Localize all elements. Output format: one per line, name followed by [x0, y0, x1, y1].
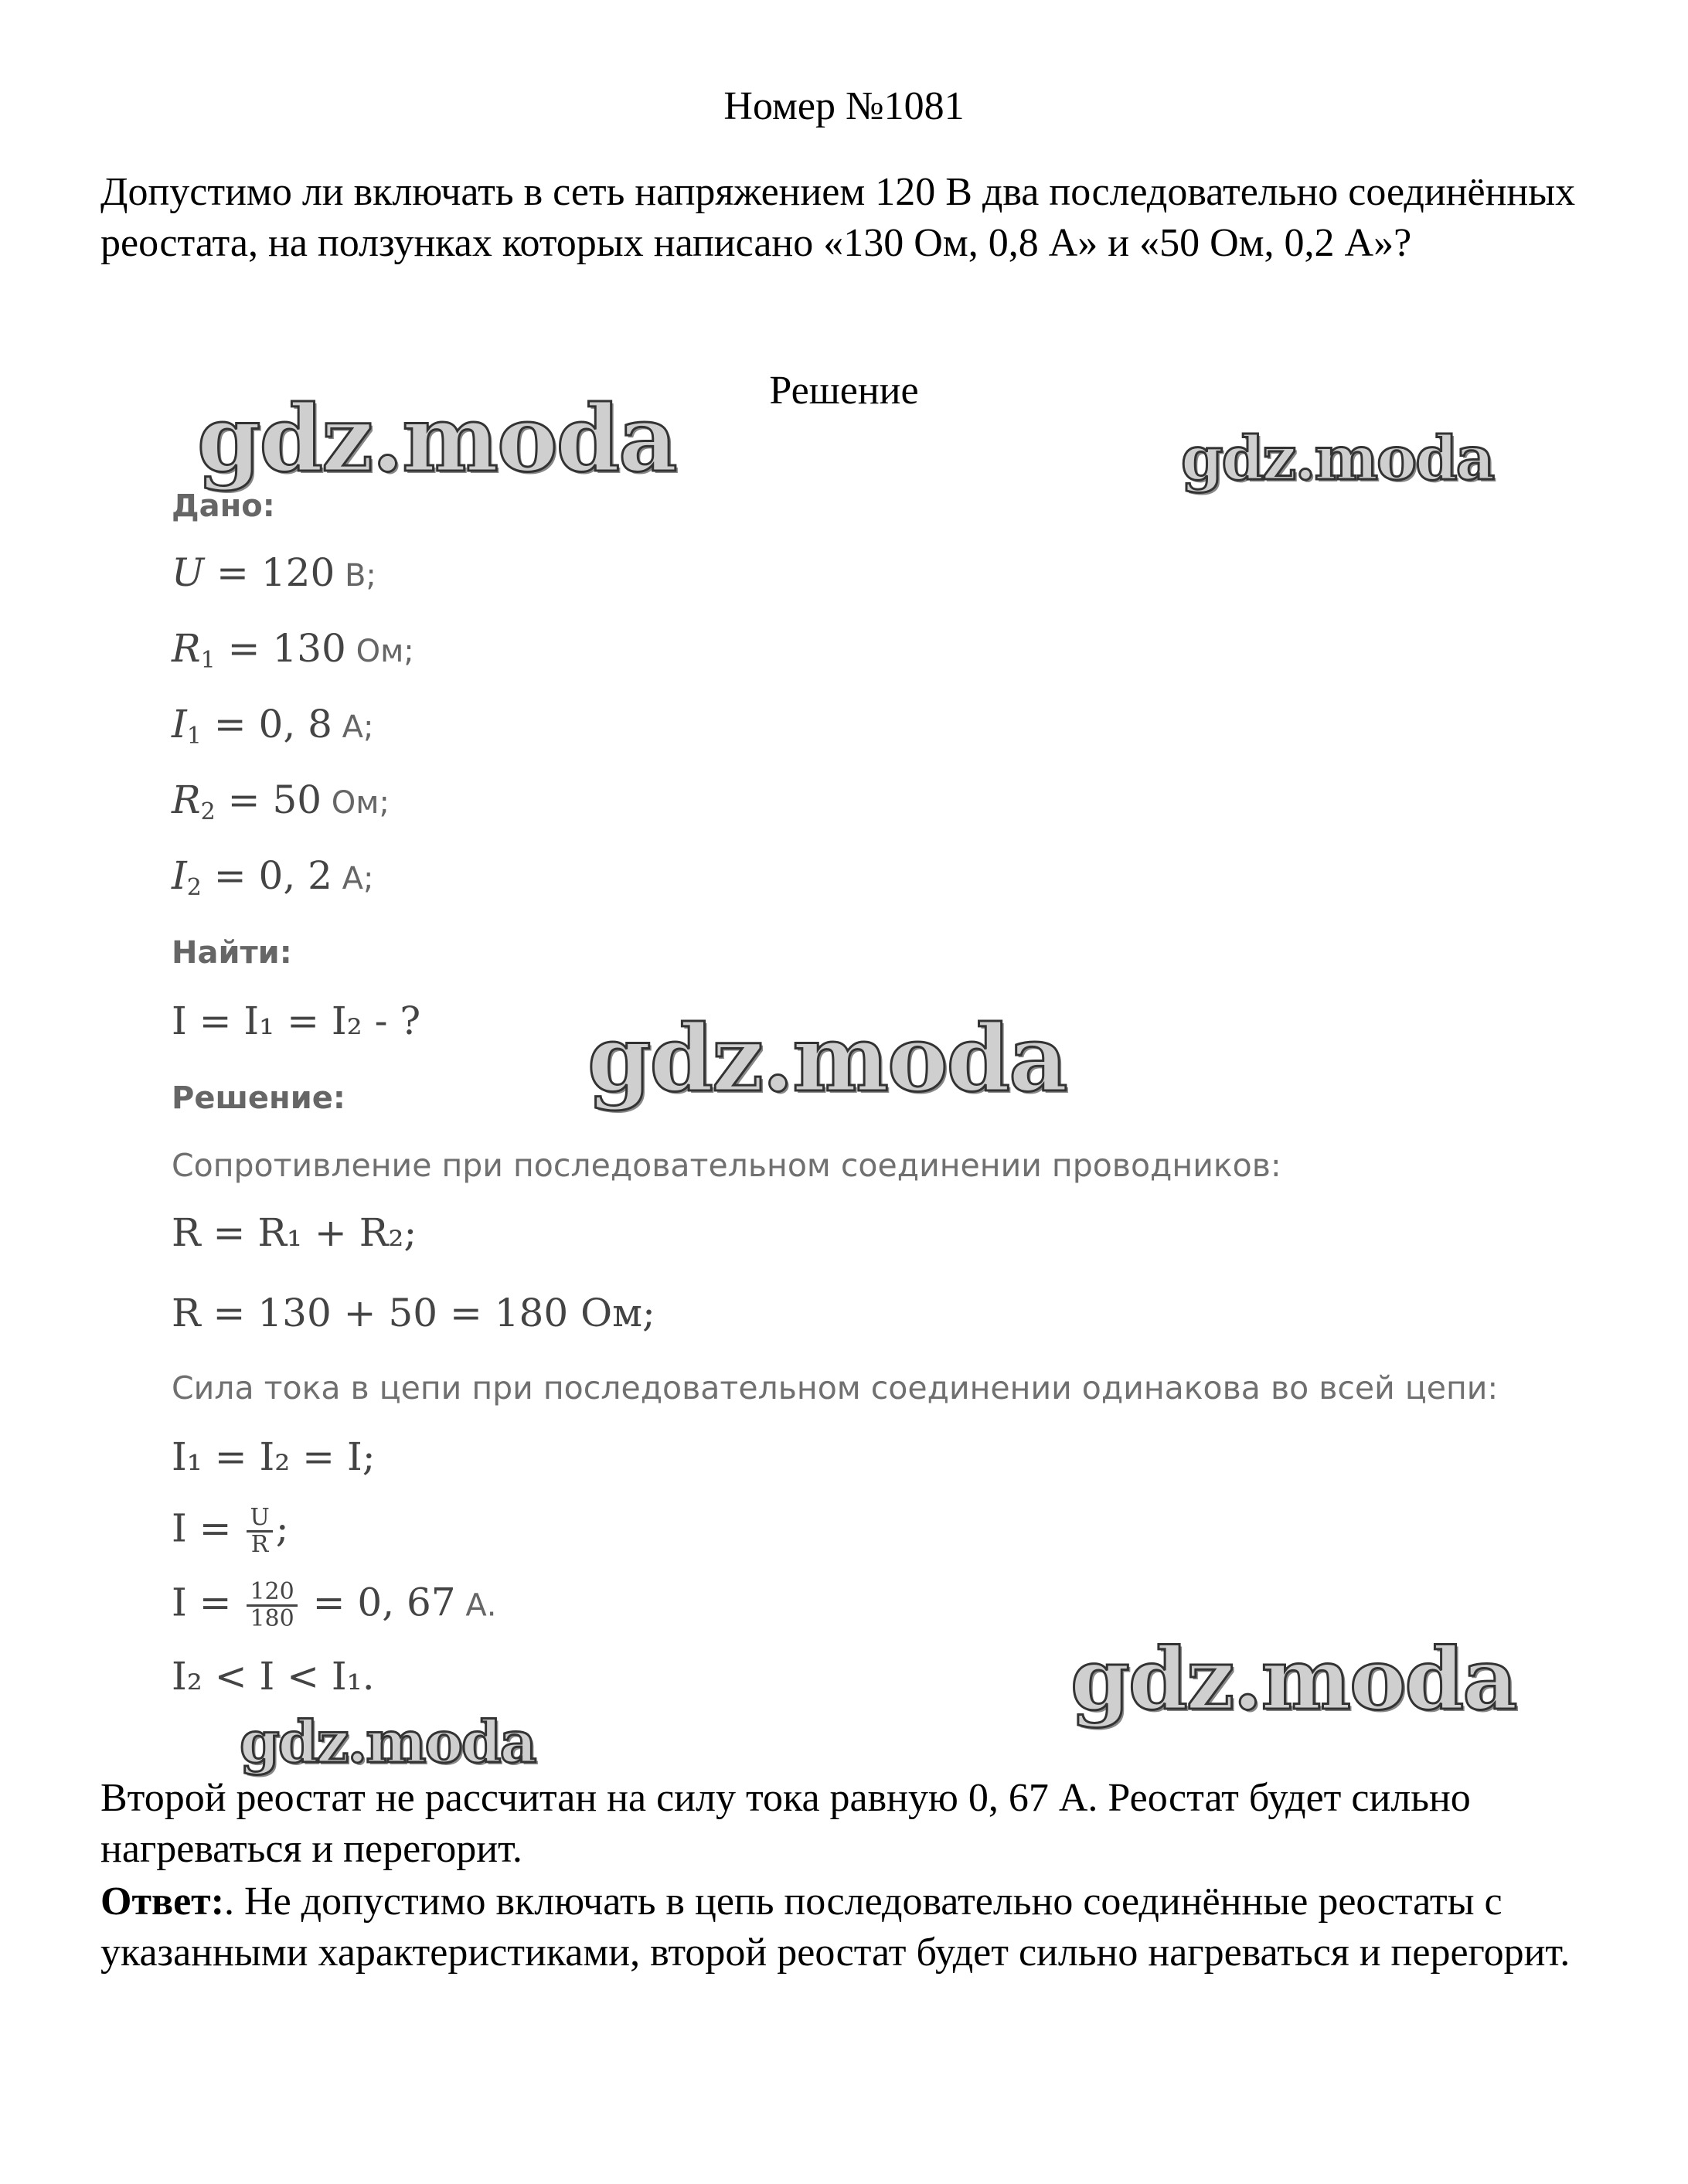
- formula: I₁ = I₂ = I;: [172, 1434, 376, 1479]
- find-line: I = I₁ = I₂ - ?: [172, 998, 421, 1043]
- answer-paragraph: [100, 1876, 1608, 1978]
- watermark-logo: gdz.moda: [240, 1709, 536, 1776]
- formula: R = R₁ + R₂;: [172, 1210, 417, 1255]
- formula: I = $\frac{120}{180}$ = 0, 67 А.: [172, 1578, 497, 1632]
- page-title: Номер №1081: [723, 84, 965, 128]
- given-line: $I_1 = 0$, 8 А;: [172, 702, 374, 750]
- solution-subtitle: Решение: [769, 369, 919, 413]
- answer-text: . Не допустимо включать в цепь последовательно соединённые реостаты с указанными характеристиками, второй реостат будет сильно нагреваться и перегорит.: [100, 1880, 1571, 1975]
- given-line: U = 120 В;: [172, 550, 376, 595]
- answer-label: Ответ:: [100, 1880, 225, 1924]
- solution-heading: Решение:: [172, 1080, 345, 1116]
- given-line: $R_1 = 130$ Ом;: [172, 626, 414, 674]
- given-line: $I_2 = 0$, 2 А;: [172, 853, 374, 901]
- given-line: $R_2 = 50$ Ом;: [172, 777, 390, 825]
- solution-text: Сопротивление при последовательном соединении проводников:: [172, 1147, 1281, 1184]
- fraction: $\frac{U}{R}$: [247, 1505, 272, 1557]
- problem-statement: Допустимо ли включать в сеть напряжением 120 В два последовательно соединённых реостата, на ползунках которых написано «130 Ом, 0,8 А» и «50 Ом, 0,2 А»?: [100, 170, 1576, 265]
- given-heading: Дано:: [172, 488, 275, 524]
- watermark-logo: gdz.moda: [587, 1005, 1067, 1112]
- formula: I₂ < I < I₁.: [172, 1654, 375, 1699]
- watermark-logo: gdz.moda: [197, 385, 676, 492]
- formula: R = 130 + 50 = 180 Ом;: [172, 1291, 655, 1335]
- watermark-logo: gdz.moda: [1070, 1629, 1516, 1729]
- conclusion-text: Второй реостат не рассчитан на силу тока равную 0, 67 А. Реостат будет сильно нагреваться и перегорит.: [100, 1776, 1471, 1871]
- solution-text: Сила тока в цепи при последовательном соединении одинакова во всей цепи:: [172, 1369, 1499, 1407]
- formula: I = $\frac{U}{R}$ ;: [172, 1504, 289, 1558]
- find-heading: Найти:: [172, 935, 292, 971]
- watermark-logo: gdz.moda: [1181, 424, 1494, 494]
- fraction: $\frac{120}{180}$: [247, 1580, 297, 1631]
